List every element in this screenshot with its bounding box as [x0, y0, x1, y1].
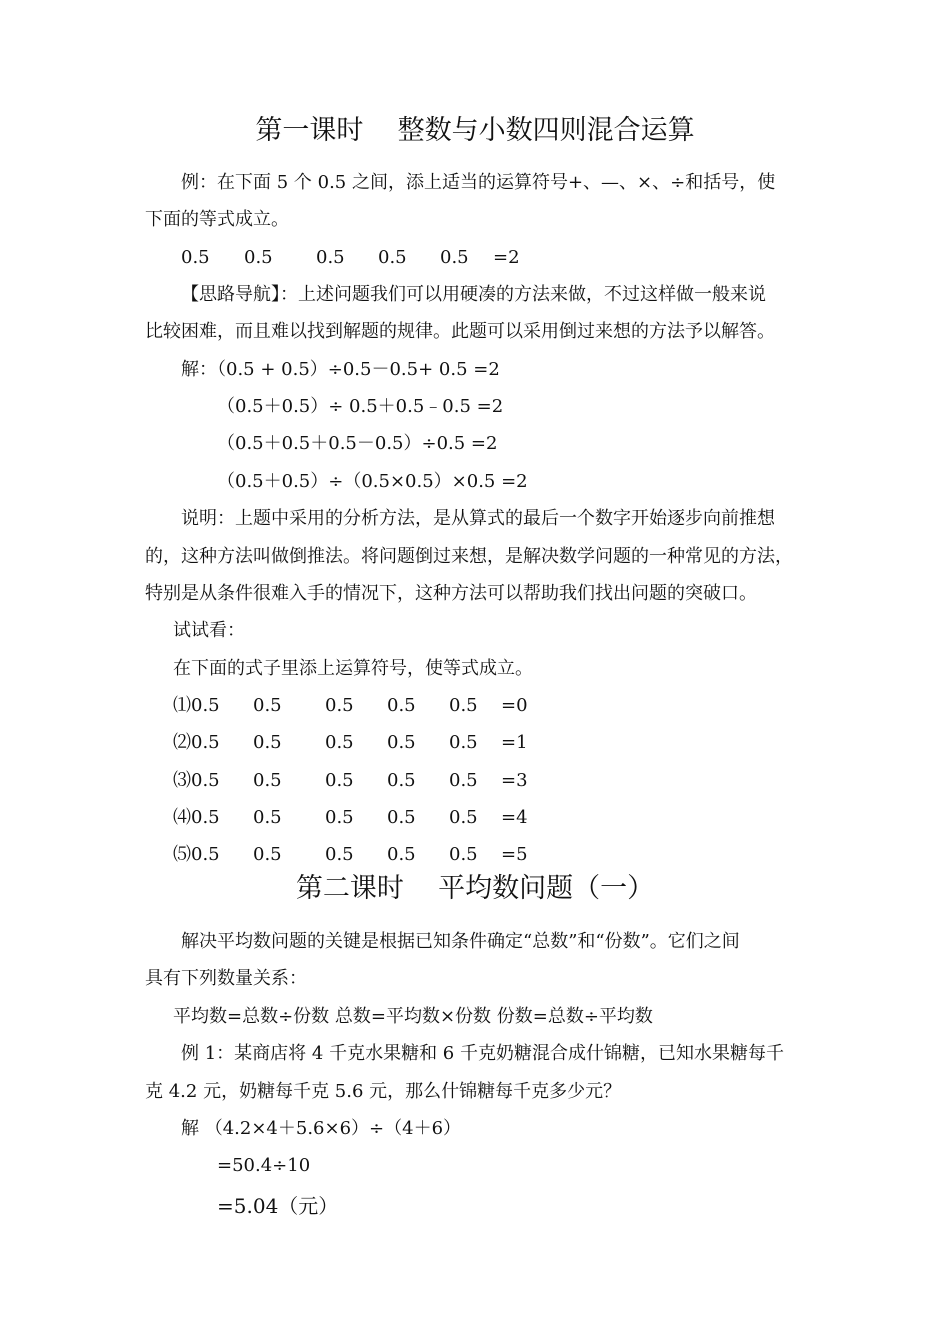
- try-instruction: 在下面的式子里添上运算符号，使等式成立。: [173, 658, 533, 679]
- exercise-number: ⑵: [173, 732, 191, 753]
- exercise-row: [0, 844, 950, 866]
- exercise-value: 0.5: [387, 695, 416, 716]
- exercise-result: =5: [501, 844, 528, 865]
- exercise-value: 0.5: [253, 695, 282, 716]
- example-equation: [0, 247, 950, 269]
- try-label: 试试看：: [173, 620, 245, 641]
- solution-line-3: （0.5＋0.5＋0.5－0.5）÷0.5 =2: [217, 433, 498, 454]
- exercise-number: ⑸: [173, 844, 191, 865]
- example-line-2: 下面的等式成立。: [145, 209, 289, 230]
- solution-step-3: =5.04（元）: [217, 1194, 339, 1218]
- equation-value: 0.5: [440, 247, 469, 268]
- solution-step-1: 解 （4.2×4＋5.6×6）÷（4＋6）: [181, 1118, 462, 1139]
- exercise-value: 0.5: [325, 807, 354, 828]
- intro-line-2: 具有下列数量关系：: [145, 968, 307, 989]
- section1-title: 第一课时 整数与小数四则混合运算: [255, 115, 695, 146]
- exercise-result: =0: [501, 695, 528, 716]
- exercise-value: 0.5: [449, 844, 478, 865]
- equation-value: 0.5: [181, 247, 210, 268]
- equation-result: =2: [493, 247, 520, 268]
- exercise-value: 0.5: [191, 807, 220, 828]
- exercise-value: 0.5: [387, 844, 416, 865]
- exercise-value: 0.5: [191, 695, 220, 716]
- hint-line-1: 【思路导航】：上述问题我们可以用硬凑的方法来做，不过这样做一般来说: [181, 284, 766, 305]
- solution-step-2: =50.4÷10: [217, 1155, 311, 1176]
- example1-line-2: 克 4.2 元，奶糖每千克 5.6 元，那么什锦糖每千克多少元？: [145, 1081, 622, 1102]
- exercise-value: 0.5: [253, 807, 282, 828]
- equation-value: 0.5: [244, 247, 273, 268]
- example-line-1: 例：在下面 5 个 0.5 之间，添上适当的运算符号+、—、×、÷和括号，使: [181, 172, 776, 193]
- note-line-2: 的，这种方法叫做倒推法。将问题倒过来想，是解决数学问题的一种常见的方法，: [145, 546, 793, 567]
- exercise-value: 0.5: [325, 844, 354, 865]
- exercise-value: 0.5: [253, 770, 282, 791]
- example1-line-1: 例 1：某商店将 4 千克水果糖和 6 千克奶糖混合成什锦糖，已知水果糖每千: [181, 1043, 784, 1064]
- exercise-number: ⑴: [173, 695, 191, 716]
- exercise-value: 0.5: [449, 807, 478, 828]
- note-line-3: 特别是从条件很难入手的情况下，这种方法可以帮助我们找出问题的突破口。: [145, 583, 757, 604]
- exercise-value: 0.5: [387, 770, 416, 791]
- solution-line-4: （0.5＋0.5）÷（0.5×0.5）×0.5 =2: [217, 471, 528, 492]
- exercise-value: 0.5: [191, 732, 220, 753]
- exercise-result: =4: [501, 807, 528, 828]
- exercise-value: 0.5: [449, 695, 478, 716]
- intro-line-1: 解决平均数问题的关键是根据已知条件确定“总数”和“份数”。它们之间: [181, 931, 740, 952]
- formulas-line: 平均数=总数÷份数 总数=平均数×份数 份数=总数÷平均数: [173, 1006, 653, 1027]
- exercise-value: 0.5: [253, 844, 282, 865]
- exercise-value: 0.5: [253, 732, 282, 753]
- exercise-value: 0.5: [449, 732, 478, 753]
- exercise-row: [0, 732, 950, 754]
- exercise-value: 0.5: [387, 732, 416, 753]
- exercise-value: 0.5: [325, 695, 354, 716]
- exercise-row: [0, 770, 950, 792]
- solution-line-2: （0.5＋0.5）÷ 0.5＋0.5﹣0.5 =2: [217, 396, 504, 417]
- exercise-number: ⑶: [173, 770, 191, 791]
- note-line-1: 说明：上题中采用的分析方法，是从算式的最后一个数字开始逐步向前推想: [181, 508, 775, 529]
- exercise-result: =1: [501, 732, 528, 753]
- exercise-value: 0.5: [449, 770, 478, 791]
- exercise-number: ⑷: [173, 807, 191, 828]
- equation-value: 0.5: [316, 247, 345, 268]
- solution-line-1: 解：（0.5 + 0.5）÷0.5－0.5+ 0.5 =2: [181, 359, 500, 380]
- section2-title: 第二课时 平均数问题（一）: [295, 873, 655, 904]
- exercise-value: 0.5: [387, 807, 416, 828]
- exercise-row: [0, 807, 950, 829]
- exercise-value: 0.5: [191, 844, 220, 865]
- exercise-result: =3: [501, 770, 528, 791]
- exercise-row: [0, 695, 950, 717]
- exercise-value: 0.5: [325, 732, 354, 753]
- exercise-value: 0.5: [325, 770, 354, 791]
- exercise-value: 0.5: [191, 770, 220, 791]
- hint-line-2: 比较困难，而且难以找到解题的规律。此题可以采用倒过来想的方法予以解答。: [145, 321, 775, 342]
- equation-value: 0.5: [378, 247, 407, 268]
